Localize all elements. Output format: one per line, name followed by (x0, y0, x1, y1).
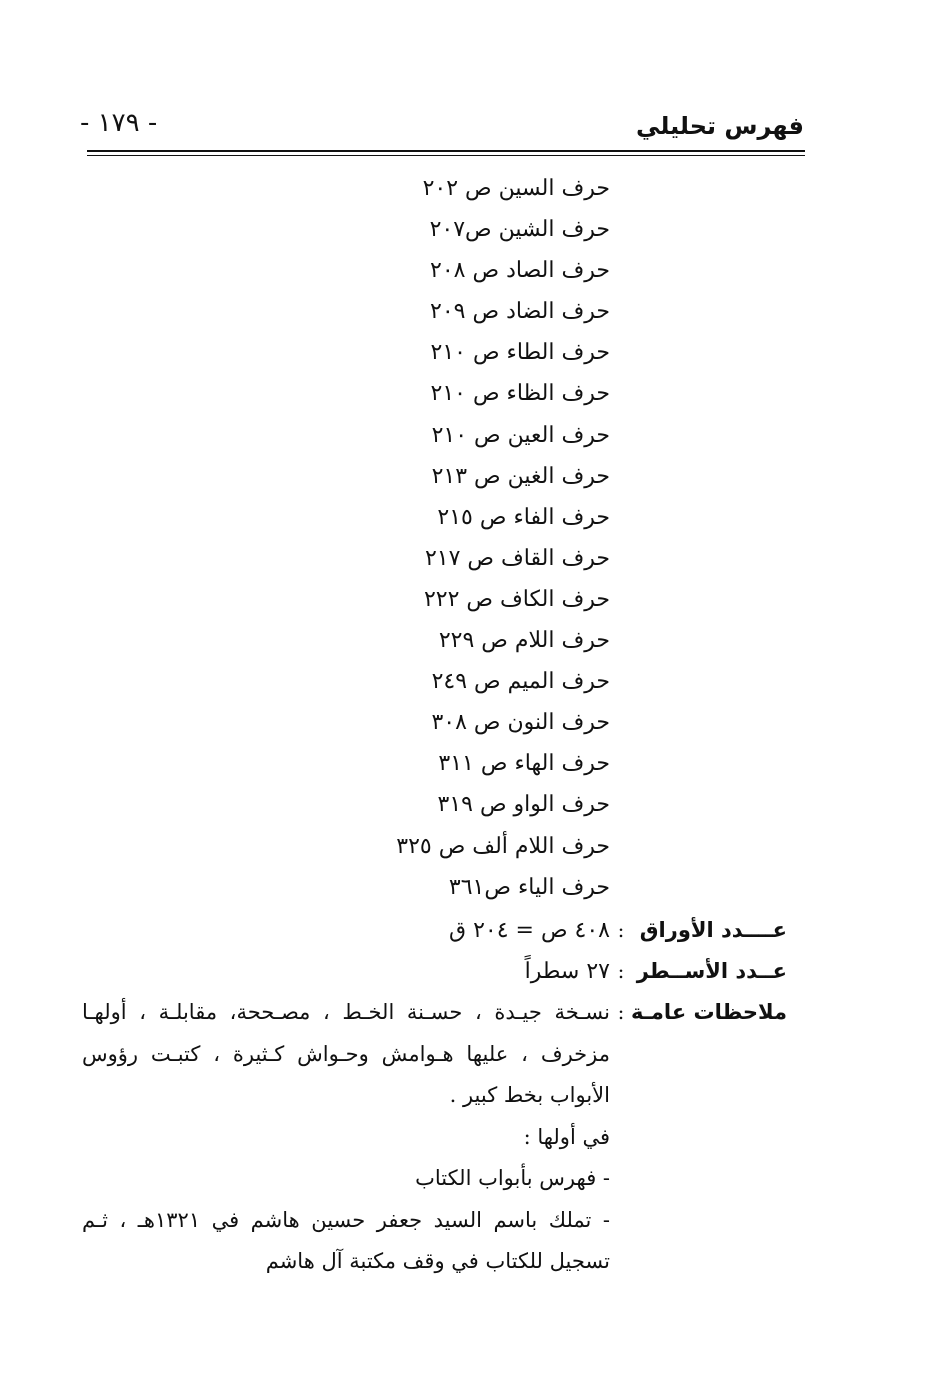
index-entry: حرف الغين ص ٢١٣ (431, 463, 610, 489)
index-entry: حرف الطاء ص ٢١٠ (430, 340, 610, 366)
header-rule-thin (87, 155, 805, 156)
index-list (396, 168, 610, 908)
lines-count-label: عــدد الأســطر (636, 959, 787, 983)
index-entry: حرف الكاف ص ٢٢٢ (423, 586, 610, 612)
field-colon: : (617, 918, 625, 942)
index-entry: حرف النون ص ٣٠٨ (431, 710, 610, 736)
page-number: - ١٧٩ - (80, 108, 158, 138)
index-entry: حرف السين ص ٢٠٢ (422, 176, 610, 201)
index-entry: حرف اللام ألف ص ٣٢٥ (396, 833, 610, 859)
notes-line: تسجيل للكتاب في وقف مكتبة آل هاشم (265, 1249, 610, 1273)
header-rule (87, 150, 805, 152)
leaves-count-value: ٤٠٨ ص = ٢٠٤ ق (449, 918, 610, 943)
index-entry: حرف الشين ص٢٠٧ (429, 217, 610, 243)
index-entry: حرف الفاء ص ٢١٥ (437, 504, 610, 530)
index-entry: حرف الواو ص ٣١٩ (437, 792, 610, 818)
running-title: فهرس تحليلي (636, 112, 804, 140)
notes-line: مزخرف ، عليها هـوامش وحـواش كـثيرة ، كتبـت رؤوس (82, 1041, 610, 1066)
leaves-count-row (80, 910, 787, 951)
leaves-count-label: عــــدد الأوراق (639, 918, 787, 942)
field-colon: : (617, 1000, 625, 1024)
general-notes-label: ملاحظات عامـة (631, 1000, 787, 1024)
notes-line: نسـخة جيـدة ، حسـنة الخـط ، مصـححة، مقابلـة ، أولهـا (82, 1000, 610, 1024)
lines-count-row (80, 951, 787, 992)
index-entry: حرف اللام ص ٢٢٩ (438, 628, 610, 654)
index-entry: حرف الميم ص ٢٤٩ (431, 669, 610, 695)
index-entry: حرف القاف ص ٢١٧ (424, 545, 610, 571)
index-entry: حرف العين ص ٢١٠ (431, 422, 610, 448)
index-entry: حرف الياء ص٣٦١ (448, 874, 610, 900)
notes-line: - تملك باسم السيد جعفر حسين هاشم في ١٣٢١هـ ، ثـم (82, 1207, 610, 1232)
notes-line: في أولها : (523, 1124, 610, 1149)
index-entry: حرف الهاء ص ٣١١ (438, 751, 610, 777)
field-colon: : (617, 959, 625, 983)
index-entry: حرف الضاد ص ٢٠٩ (430, 299, 610, 325)
general-notes-row (80, 992, 787, 1283)
index-entry: حرف الظاء ص ٢١٠ (430, 381, 610, 407)
general-notes-text (80, 992, 610, 1283)
notes-line: الأبواب بخط كبير . (449, 1083, 610, 1107)
notes-line: - فهرس بأبواب الكتاب (415, 1166, 610, 1190)
lines-count-value: ٢٧ سطراً (524, 959, 610, 984)
index-entry: حرف الصاد ص ٢٠٨ (430, 258, 610, 284)
